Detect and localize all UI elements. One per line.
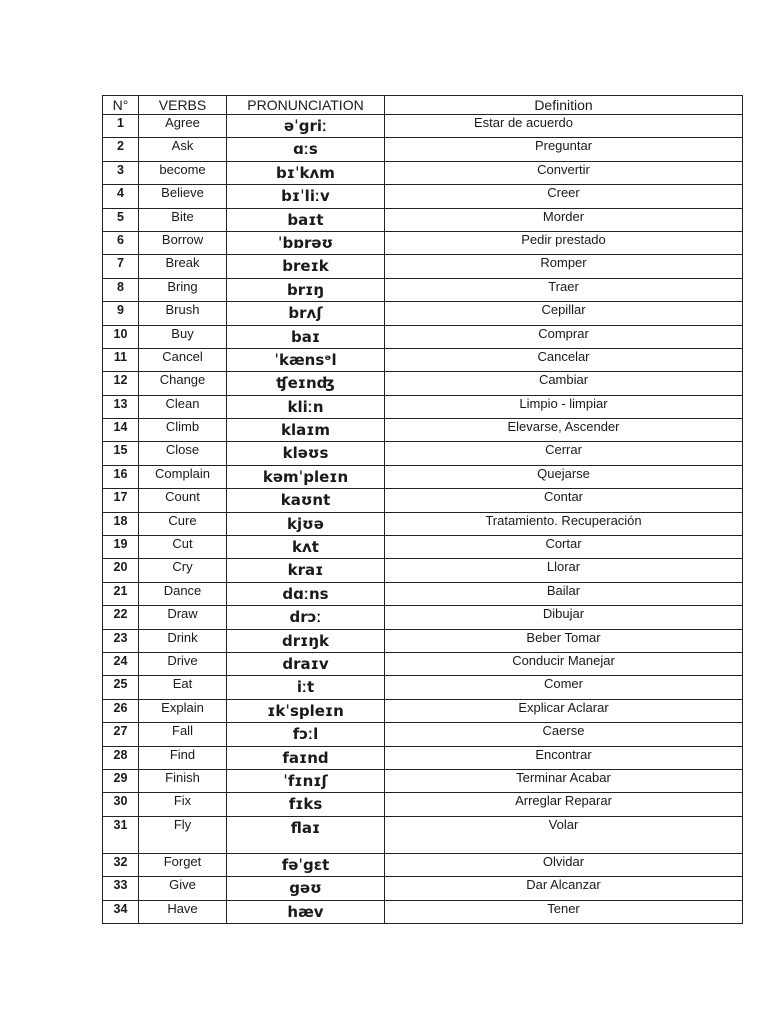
table-row bbox=[103, 793, 743, 816]
row-verb: Fix bbox=[139, 793, 227, 816]
row-verb: Borrow bbox=[139, 231, 227, 254]
table-row bbox=[103, 231, 743, 254]
row-number: 25 bbox=[103, 676, 139, 699]
row-definition: Comprar bbox=[538, 325, 589, 341]
row-definition-cell bbox=[385, 395, 743, 418]
row-definition: Arreglar Reparar bbox=[515, 793, 612, 809]
row-definition: Comer bbox=[543, 676, 583, 692]
row-definition-cell bbox=[385, 536, 743, 559]
table-row bbox=[103, 489, 743, 512]
row-pronunciation: kʌt bbox=[227, 536, 385, 559]
row-definition-cell bbox=[385, 699, 743, 722]
row-verb: Cure bbox=[139, 512, 227, 535]
row-verb: Climb bbox=[139, 419, 227, 442]
row-verb: Bring bbox=[139, 278, 227, 301]
row-verb: Finish bbox=[139, 769, 227, 792]
row-pronunciation: kəmˈpleɪn bbox=[227, 465, 385, 488]
header-number: N° bbox=[103, 96, 139, 115]
row-definition-cell bbox=[385, 161, 743, 184]
row-verb: Draw bbox=[139, 606, 227, 629]
table-row bbox=[103, 769, 743, 792]
row-pronunciation: ʧeɪnʤ bbox=[227, 372, 385, 395]
row-definition: Bailar bbox=[546, 582, 581, 598]
row-number: 32 bbox=[103, 853, 139, 876]
row-definition: Caerse bbox=[542, 723, 585, 739]
row-pronunciation: kraɪ bbox=[227, 559, 385, 582]
row-definition-cell bbox=[385, 582, 743, 605]
row-verb: Explain bbox=[139, 699, 227, 722]
table-row bbox=[103, 699, 743, 722]
row-number: 21 bbox=[103, 582, 139, 605]
table-row bbox=[103, 208, 743, 231]
row-definition: Conducir Manejar bbox=[512, 652, 615, 668]
row-verb: Find bbox=[139, 746, 227, 769]
row-number: 7 bbox=[103, 255, 139, 278]
row-definition: Encontrar bbox=[535, 746, 592, 762]
row-pronunciation: ˈfɪnɪʃ bbox=[227, 769, 385, 792]
row-pronunciation: faɪnd bbox=[227, 746, 385, 769]
table-row bbox=[103, 676, 743, 699]
row-verb: become bbox=[139, 161, 227, 184]
row-definition-cell bbox=[385, 723, 743, 746]
table-row bbox=[103, 348, 743, 371]
row-verb: Change bbox=[139, 372, 227, 395]
row-verb: Close bbox=[139, 442, 227, 465]
row-definition-cell bbox=[385, 138, 743, 161]
table-row bbox=[103, 372, 743, 395]
row-definition-cell bbox=[385, 255, 743, 278]
row-definition: Quejarse bbox=[537, 465, 590, 481]
table-row bbox=[103, 419, 743, 442]
row-number: 29 bbox=[103, 769, 139, 792]
row-definition-cell bbox=[385, 877, 743, 900]
row-number: 20 bbox=[103, 559, 139, 582]
row-definition: Terminar Acabar bbox=[516, 769, 611, 785]
row-verb: Clean bbox=[139, 395, 227, 418]
table-row bbox=[103, 900, 743, 923]
row-verb: Have bbox=[139, 900, 227, 923]
row-number: 30 bbox=[103, 793, 139, 816]
row-pronunciation: drɪŋk bbox=[227, 629, 385, 652]
table-row bbox=[103, 465, 743, 488]
verb-table bbox=[102, 95, 743, 924]
row-pronunciation: bɪˈliːv bbox=[227, 185, 385, 208]
row-number: 3 bbox=[103, 161, 139, 184]
row-definition-cell bbox=[385, 793, 743, 816]
row-verb: Count bbox=[139, 489, 227, 512]
row-number: 24 bbox=[103, 652, 139, 675]
row-definition: Volar bbox=[548, 816, 579, 832]
row-number: 2 bbox=[103, 138, 139, 161]
row-verb: Give bbox=[139, 877, 227, 900]
row-number: 28 bbox=[103, 746, 139, 769]
row-definition-cell bbox=[385, 185, 743, 208]
row-pronunciation: dɑːns bbox=[227, 582, 385, 605]
row-definition-cell bbox=[385, 606, 743, 629]
row-number: 9 bbox=[103, 302, 139, 325]
table-row bbox=[103, 652, 743, 675]
row-number: 5 bbox=[103, 208, 139, 231]
row-definition-cell bbox=[385, 442, 743, 465]
row-definition: Explicar Aclarar bbox=[518, 699, 609, 715]
row-pronunciation: fɔːl bbox=[227, 723, 385, 746]
row-number: 11 bbox=[103, 348, 139, 371]
header-row bbox=[103, 96, 743, 115]
row-number: 14 bbox=[103, 419, 139, 442]
row-number: 31 bbox=[103, 816, 139, 853]
row-verb: Forget bbox=[139, 853, 227, 876]
table-row bbox=[103, 559, 743, 582]
row-verb: Fly bbox=[139, 816, 227, 853]
row-definition-cell bbox=[385, 769, 743, 792]
row-pronunciation: baɪt bbox=[227, 208, 385, 231]
row-definition-cell bbox=[385, 278, 743, 301]
row-number: 1 bbox=[103, 115, 139, 138]
table-row bbox=[103, 161, 743, 184]
row-definition: Cerrar bbox=[545, 442, 582, 458]
row-verb: Bite bbox=[139, 208, 227, 231]
row-number: 33 bbox=[103, 877, 139, 900]
row-number: 8 bbox=[103, 278, 139, 301]
row-number: 4 bbox=[103, 185, 139, 208]
row-verb: Cry bbox=[139, 559, 227, 582]
row-number: 16 bbox=[103, 465, 139, 488]
row-definition: Romper bbox=[540, 255, 587, 271]
row-pronunciation: baɪ bbox=[227, 325, 385, 348]
row-definition: Convertir bbox=[537, 161, 590, 177]
row-pronunciation: klaɪm bbox=[227, 419, 385, 442]
table-row bbox=[103, 302, 743, 325]
table-row bbox=[103, 536, 743, 559]
row-definition-cell bbox=[385, 900, 743, 923]
header-verbs: VERBS bbox=[139, 96, 227, 115]
table-row bbox=[103, 395, 743, 418]
table-row bbox=[103, 115, 743, 138]
table-row bbox=[103, 512, 743, 535]
row-number: 12 bbox=[103, 372, 139, 395]
row-pronunciation: əˈgriː bbox=[227, 115, 385, 138]
row-pronunciation: iːt bbox=[227, 676, 385, 699]
row-pronunciation: kjʊə bbox=[227, 512, 385, 535]
row-pronunciation: fəˈgɛt bbox=[227, 853, 385, 876]
row-verb: Dance bbox=[139, 582, 227, 605]
row-number: 6 bbox=[103, 231, 139, 254]
row-definition: Dibujar bbox=[542, 606, 585, 622]
row-verb: Ask bbox=[139, 138, 227, 161]
row-pronunciation: fɪks bbox=[227, 793, 385, 816]
row-verb: Cancel bbox=[139, 348, 227, 371]
row-definition: Beber Tomar bbox=[526, 629, 601, 645]
table-row bbox=[103, 629, 743, 652]
row-definition: Estar de acuerdo bbox=[473, 115, 573, 130]
row-definition-cell bbox=[385, 629, 743, 652]
row-pronunciation: ɑːs bbox=[227, 138, 385, 161]
row-definition: Pedir prestado bbox=[521, 231, 606, 247]
table-row bbox=[103, 442, 743, 465]
row-verb: Believe bbox=[139, 185, 227, 208]
table-row bbox=[103, 325, 743, 348]
row-verb: Cut bbox=[139, 536, 227, 559]
row-definition: Cortar bbox=[545, 536, 582, 552]
row-pronunciation: brɪŋ bbox=[227, 278, 385, 301]
row-number: 23 bbox=[103, 629, 139, 652]
row-pronunciation: ˈbɒrəʊ bbox=[227, 231, 385, 254]
row-definition-cell bbox=[385, 302, 743, 325]
table-row bbox=[103, 816, 743, 853]
row-number: 15 bbox=[103, 442, 139, 465]
row-verb: Fall bbox=[139, 723, 227, 746]
row-verb: Eat bbox=[139, 676, 227, 699]
row-definition-cell bbox=[385, 465, 743, 488]
row-definition-cell bbox=[385, 325, 743, 348]
row-definition-cell bbox=[385, 746, 743, 769]
table-row bbox=[103, 606, 743, 629]
row-definition: Cancelar bbox=[537, 348, 590, 364]
row-verb: Break bbox=[139, 255, 227, 278]
row-definition: Cambiar bbox=[538, 372, 589, 388]
row-definition: Creer bbox=[547, 185, 580, 201]
row-number: 26 bbox=[103, 699, 139, 722]
row-definition: Limpio - limpiar bbox=[519, 395, 608, 411]
row-definition-cell bbox=[385, 231, 743, 254]
row-definition-cell bbox=[385, 853, 743, 876]
table-row bbox=[103, 877, 743, 900]
row-definition: Dar Alcanzar bbox=[526, 877, 601, 893]
row-definition: Contar bbox=[543, 489, 584, 505]
row-verb: Drink bbox=[139, 629, 227, 652]
row-definition: Tratamiento. Recuperación bbox=[485, 512, 642, 528]
row-definition: Llorar bbox=[546, 559, 581, 575]
row-definition: Preguntar bbox=[534, 138, 593, 154]
row-verb: Buy bbox=[139, 325, 227, 348]
row-number: 18 bbox=[103, 512, 139, 535]
row-definition-cell bbox=[385, 512, 743, 535]
row-definition-cell bbox=[385, 816, 743, 853]
row-pronunciation: ˈkænsᵊl bbox=[227, 348, 385, 371]
table-row bbox=[103, 138, 743, 161]
row-number: 19 bbox=[103, 536, 139, 559]
row-number: 27 bbox=[103, 723, 139, 746]
row-pronunciation: bɪˈkʌm bbox=[227, 161, 385, 184]
row-pronunciation: drɔː bbox=[227, 606, 385, 629]
header-definition: Definition bbox=[385, 96, 743, 115]
row-verb: Agree bbox=[139, 115, 227, 138]
row-number: 34 bbox=[103, 900, 139, 923]
row-pronunciation: draɪv bbox=[227, 652, 385, 675]
row-number: 22 bbox=[103, 606, 139, 629]
row-pronunciation: gəʊ bbox=[227, 877, 385, 900]
row-pronunciation: kaʊnt bbox=[227, 489, 385, 512]
table-row bbox=[103, 278, 743, 301]
row-pronunciation: kləʊs bbox=[227, 442, 385, 465]
row-pronunciation: kliːn bbox=[227, 395, 385, 418]
row-definition: Traer bbox=[548, 278, 579, 294]
header-pronunciation: PRONUNCIATION bbox=[227, 96, 385, 115]
row-number: 10 bbox=[103, 325, 139, 348]
row-number: 17 bbox=[103, 489, 139, 512]
table-row bbox=[103, 723, 743, 746]
row-definition: Morder bbox=[542, 208, 585, 224]
table-row bbox=[103, 853, 743, 876]
table-row bbox=[103, 746, 743, 769]
row-definition: Cepillar bbox=[541, 302, 586, 318]
table-row bbox=[103, 185, 743, 208]
row-definition: Tener bbox=[547, 900, 580, 916]
row-definition-cell bbox=[385, 372, 743, 395]
row-definition: Olvidar bbox=[542, 853, 585, 869]
row-number: 13 bbox=[103, 395, 139, 418]
row-definition-cell bbox=[385, 419, 743, 442]
row-definition-cell bbox=[385, 348, 743, 371]
row-definition-cell bbox=[385, 489, 743, 512]
row-verb: Complain bbox=[139, 465, 227, 488]
row-pronunciation: ɪkˈspleɪn bbox=[227, 699, 385, 722]
row-pronunciation: flaɪ bbox=[227, 816, 385, 853]
row-definition-cell bbox=[385, 676, 743, 699]
row-definition-cell bbox=[385, 559, 743, 582]
row-definition-cell bbox=[385, 115, 743, 138]
row-verb: Brush bbox=[139, 302, 227, 325]
row-definition: Elevarse, Ascender bbox=[507, 419, 620, 435]
row-definition-cell bbox=[385, 652, 743, 675]
row-pronunciation: brʌʃ bbox=[227, 302, 385, 325]
row-pronunciation: hæv bbox=[227, 900, 385, 923]
table-row bbox=[103, 582, 743, 605]
table-row bbox=[103, 255, 743, 278]
row-verb: Drive bbox=[139, 652, 227, 675]
row-definition-cell bbox=[385, 208, 743, 231]
row-pronunciation: breɪk bbox=[227, 255, 385, 278]
